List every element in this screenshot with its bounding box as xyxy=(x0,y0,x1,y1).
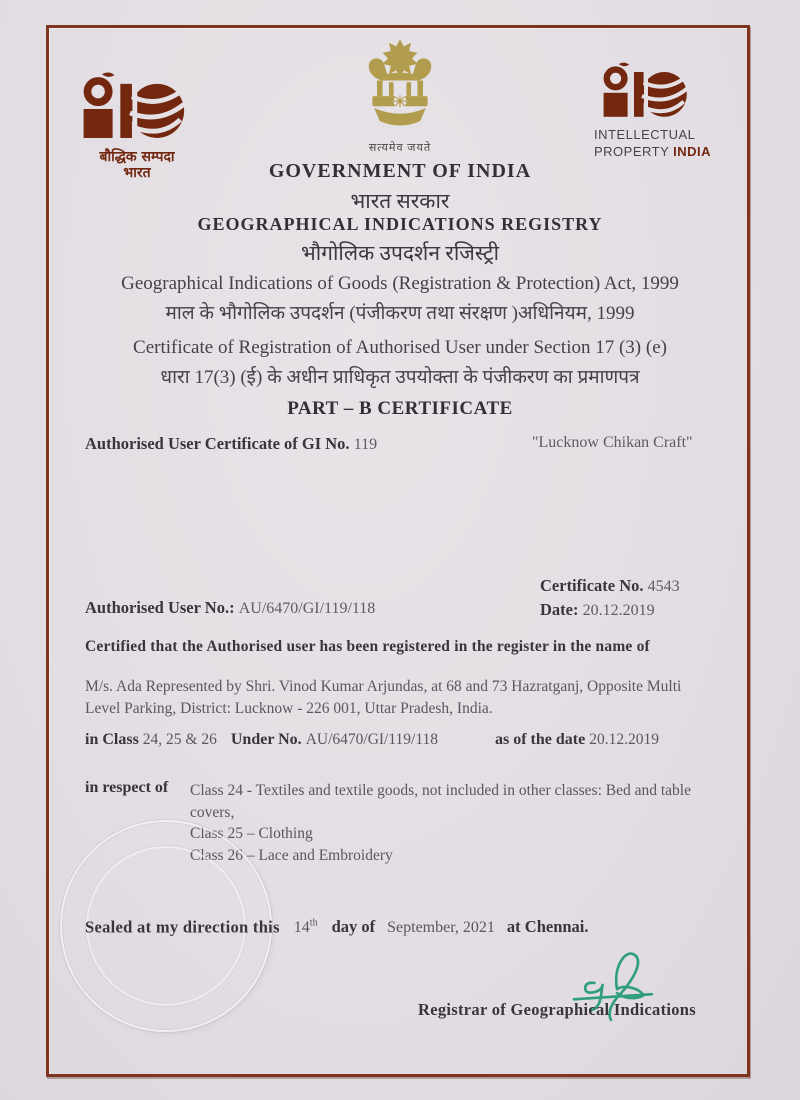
ip-india-logo-right xyxy=(594,62,734,161)
right-logo-caption-line1: INTELLECTUAL xyxy=(594,127,696,142)
sealed-day-suffix: th xyxy=(309,918,318,929)
as-of-date-value: 20.12.2019 xyxy=(589,731,659,748)
emblem-motto: सत्यमेव जयते xyxy=(368,142,432,154)
as-of-date-label: as of the date xyxy=(495,731,586,748)
sealed-statement xyxy=(85,917,589,940)
gi-certificate-label xyxy=(85,434,377,454)
gi-name: "Lucknow Chikan Craft" xyxy=(532,434,693,451)
date-label: Date: xyxy=(540,600,579,619)
class-25-item: Class 25 – Clothing xyxy=(190,825,313,843)
act-title-hindi: माल के भौगोलिक उपदर्शन (पंजीकरण तथा संरक्षण )अधिनियम, 1999 xyxy=(165,303,635,324)
in-class-label: in Class xyxy=(85,731,139,748)
certificate-no-row xyxy=(540,576,680,596)
sealed-month: September, 2021 xyxy=(387,919,495,937)
class-24-item: Class 24 - Textiles and textile goods, not included in other classes: Bed and table covers, xyxy=(190,782,691,821)
under-no-label: Under No. xyxy=(230,731,302,748)
certificate-no-value: 4543 xyxy=(647,578,680,595)
in-class-value: 24, 25 & 26 xyxy=(142,731,217,748)
ip-logo-icon xyxy=(72,72,188,144)
sealed-day-number: 14 xyxy=(293,919,310,937)
right-logo-caption-india: INDIA xyxy=(673,143,712,159)
left-logo-caption-line2: भारत xyxy=(123,165,151,182)
government-of-india-title: GOVERNMENT OF INDIA xyxy=(268,160,532,182)
government-of-india-title-hindi: भारत सरकार xyxy=(350,189,450,213)
sealed-day xyxy=(294,919,318,936)
gi-number: 119 xyxy=(353,436,378,453)
gi-certificate-label-text: Authorised User Certificate of GI No. xyxy=(85,434,350,453)
class-row-left xyxy=(85,729,438,751)
registrant-details: M/s. Ada Represented by Shri. Vinod Kumar Arjundas, at 68 and 73 Hazratganj, Opposite Multi Level Parking, District: Lucknow - 226 001, Uttar Pradesh, India. xyxy=(85,678,682,717)
class-list xyxy=(190,780,730,867)
right-logo-caption xyxy=(594,127,734,161)
class-26-item: Class 26 – Lace and Embroidery xyxy=(190,847,393,865)
certified-statement: Certified that the Authorised user has been registered in the register in the name of xyxy=(85,638,650,655)
section-title: Certificate of Registration of Authorised User under Section 17 (3) (e) xyxy=(133,337,667,358)
class-row-right xyxy=(495,729,659,751)
authorised-user-no-label: Authorised User No.: xyxy=(85,598,235,617)
under-no-value: AU/6470/GI/119/118 xyxy=(305,731,439,748)
section-title-hindi: धारा 17(3) (ई) के अधीन प्राधिकृत उपयोक्ता के पंजीकरण का प्रमाणपत्र xyxy=(160,367,640,388)
ip-logo-icon xyxy=(594,62,690,122)
registry-title: GEOGRAPHICAL INDICATIONS REGISTRY xyxy=(197,214,603,234)
authorised-user-no-row xyxy=(85,598,375,618)
act-title: Geographical Indications of Goods (Registration & Protection) Act, 1999 xyxy=(121,273,679,294)
left-logo-caption-line1: बौद्धिक सम्पदा xyxy=(99,149,175,165)
date-value: 20.12.2019 xyxy=(582,602,655,619)
certificate-no-label: Certificate No. xyxy=(540,576,644,595)
date-row xyxy=(540,600,655,620)
part-b-title: PART – B CERTIFICATE xyxy=(287,398,513,419)
sealed-label-1: Sealed at my direction this xyxy=(85,917,280,937)
in-respect-of-label: in respect of xyxy=(85,779,169,796)
sealed-label-2: day of xyxy=(331,917,376,937)
registry-title-hindi: भौगोलिक उपदर्शन रजिस्ट्री xyxy=(300,241,500,265)
national-emblem-icon xyxy=(354,38,446,134)
registrar-title: Registrar of Geographical Indications xyxy=(418,1000,696,1019)
sealed-label-3: at Chennai. xyxy=(506,917,589,937)
authorised-user-no-value: AU/6470/GI/119/118 xyxy=(238,600,376,617)
national-emblem xyxy=(352,38,448,155)
right-logo-caption-line2: PROPERTY xyxy=(594,143,670,159)
